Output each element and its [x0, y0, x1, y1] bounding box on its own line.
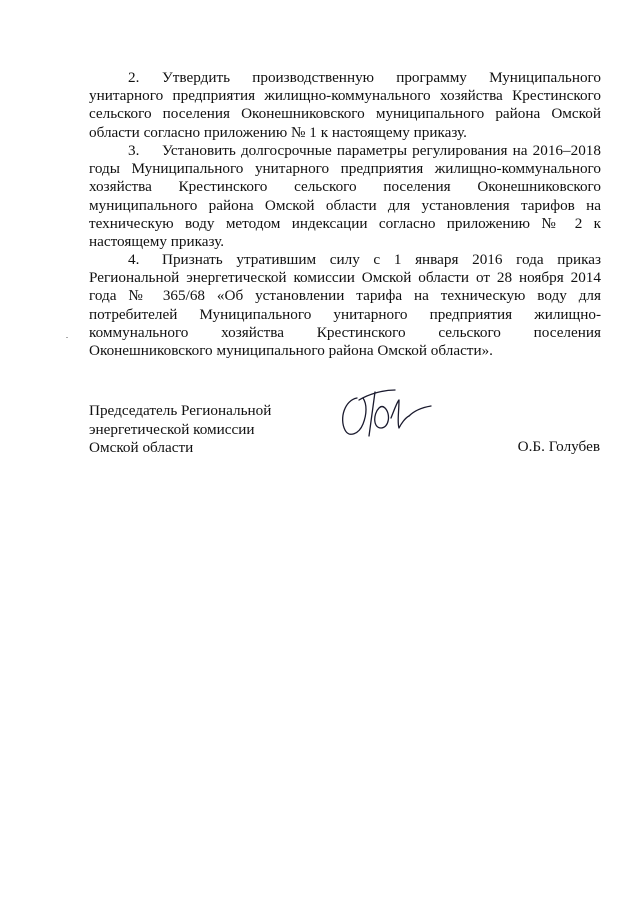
item-text: Установить долгосрочные параметры регулирования на 2016–2018 годы Муниципального унитарного предприятия жилищно-коммунального хозяйства Крестинского сельского поселения Оконешниковского муниципального района Омской области для установления тарифов на техническую воду методом индексации согласно приложению № 2 к настоящему приказу. — [89, 142, 601, 251]
item-text: Признать утратившим силу с 1 января 2016 года приказ Региональной энергетической комиссии Омской области от 28 ноября 2014 года № 365/68 «Об установлении тарифа на техническую воду для потребителей Муниципального унитарного предприятия жилищно-коммунального хозяйства Крестинского сельского поселения Оконешниковского муниципального района Омской области». — [89, 251, 601, 360]
handwritten-signature — [335, 378, 435, 448]
item-number: 3. — [128, 142, 140, 159]
signatory-title-line: Председатель Региональной — [89, 402, 272, 419]
signatory-title — [89, 402, 309, 458]
item-number: 2. — [128, 69, 140, 86]
signatory-title-line: энергетической комиссии — [89, 420, 255, 438]
paragraph-item-4 — [89, 251, 601, 360]
signer-name: О.Б. Голубев — [517, 438, 600, 455]
item-text: Утвердить производственную программу Муниципального унитарного предприятия жилищно-коммунального хозяйства Крестинского сельского поселения Оконешниковского муниципального района Омской области согласно приложению № 1 к настоящему приказу. — [89, 69, 601, 141]
scan-mark — [66, 337, 68, 338]
paragraph-item-2 — [89, 69, 601, 142]
signatory-title-line: Омской области — [89, 439, 194, 456]
paragraph-item-3 — [89, 142, 601, 251]
item-number: 4. — [128, 251, 140, 268]
